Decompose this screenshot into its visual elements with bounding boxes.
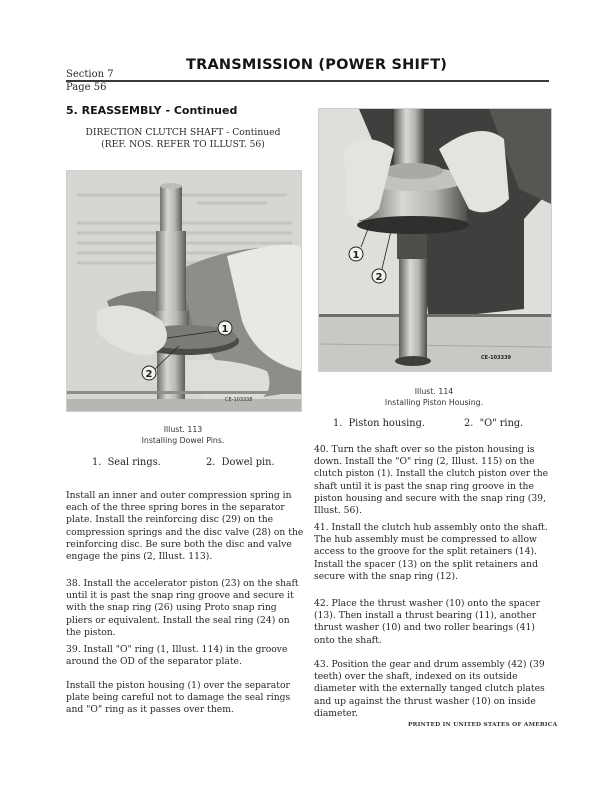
illustration-title: Installing Dowel Pins. (141, 436, 225, 445)
subheading-line-1: DIRECTION CLUTCH SHAFT - Continued (85, 127, 281, 138)
step-40: 40. Turn the shaft over so the piston housing is down. Install the "O" ring (2, Illust. 115) on the clutch piston (1). Install the clutch piston over the shaft until it is past the snap ring groove in the piston housing and secure with the snap ring (39, Illust. 56). (314, 444, 549, 517)
callout-2-label: 2 (145, 369, 153, 380)
page-title: TRANSMISSION (POWER SHIFT) (186, 57, 448, 73)
illustration-number: Illust. 113 (163, 425, 203, 434)
legend-item: 2. Dowel pin. (206, 457, 275, 468)
step-39: 39. Install "O" ring (1, Illust. 114) in the groove around the OD of the separator plate. (66, 644, 288, 668)
step-42: 42. Place the thrust washer (10) onto the spacer (13). Then install a thrust bearing (11), another thrust washer (10) and two roller bearings (41) onto the shaft. (314, 598, 540, 646)
photo-id: CE-103338 (225, 397, 253, 403)
illustration-number: Illust. 114 (414, 387, 454, 396)
paragraph: Install the piston housing (1) over the separator plate being careful not to damage the seal rings and "O" ring as it passes over them. (66, 680, 291, 716)
illustration-113-photo (66, 170, 302, 412)
section-heading: 5. REASSEMBLY - Continued (66, 104, 238, 117)
subheading-line-2: (REF. NOS. REFER TO ILLUST. 56) (101, 139, 265, 150)
step-41: 41. Install the clutch hub assembly onto the shaft. The hub assembly must be compressed to allow access to the groove for the split retainers (14). Install the spacer (13) on the split retainers and secure with the snap ring (12). (314, 522, 548, 582)
page-number: Page 56 (66, 82, 107, 93)
step-43: 43. Position the gear and drum assembly (42) (39 teeth) over the shaft, indexed on its outside diameter with the externally tanged clutch plates and up against the thrust washer (10) on inside diameter. (314, 659, 545, 719)
printed-notice: PRINTED IN UNITED STATES OF AMERICA (408, 722, 558, 728)
header-rule (66, 80, 549, 82)
section-number: Section 7 (66, 69, 114, 80)
illustration-114-caption (318, 386, 550, 408)
illustration-113-caption (66, 424, 300, 446)
photo-id: CE-103339 (481, 355, 512, 361)
illustration-title: Installing Piston Housing. (384, 398, 484, 407)
callout-2-label: 2 (375, 272, 383, 283)
legend-item: 1. Seal rings. (92, 457, 161, 468)
callout-1-label: 1 (221, 324, 229, 335)
legend-item: 2. "O" ring. (464, 418, 524, 429)
legend-item: 1. Piston housing. (333, 418, 425, 429)
illustration-114-photo (318, 108, 552, 372)
paragraph: Install an inner and outer compression spring in each of the three spring bores in the separator plate. Install the reinforcing disc (29) on the compression springs and the disc valve (28) on the reinforcing disc. Be sure both the disc and valve engage the pins (2, Illust. 113). (66, 490, 304, 563)
step-38: 38. Install the accelerator piston (23) on the shaft until it is past the snap ring groove and secure it with the snap ring (26) using Proto snap ring pliers or equivalent. Install the seal ring (24) on the piston. (66, 578, 299, 638)
callout-1-label: 1 (352, 250, 360, 261)
section-subheading (66, 127, 300, 151)
